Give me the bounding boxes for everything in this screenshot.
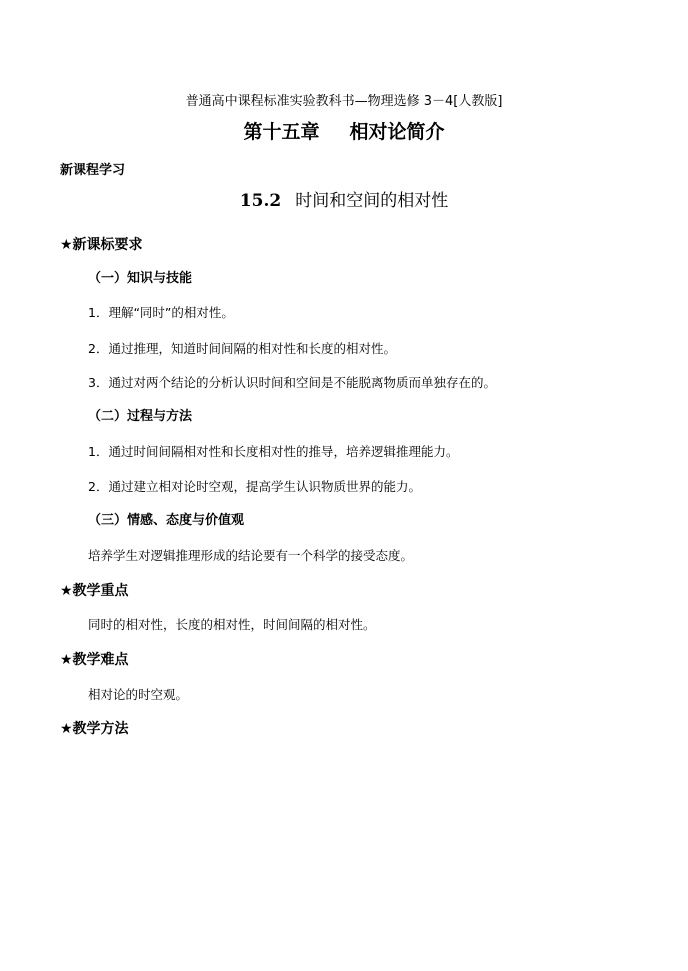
process-item: 1．通过时间间隔相对性和长度相对性的推导，培养逻辑推理能力。 (88, 444, 459, 459)
section-label: 新课程学习 (60, 163, 126, 178)
chapter-number: 第十五章 (243, 121, 320, 143)
knowledge-item: 2．通过推理，知道时间间隔的相对性和长度的相对性。 (88, 341, 396, 356)
textbook-header-note: 普通高中课程标准实验教科书—物理选修 3－4[人教版] (185, 94, 503, 109)
knowledge-heading: （一）知识与技能 (88, 271, 193, 286)
knowledge-item: 1．理解“同时”的相对性。 (88, 305, 234, 320)
chapter-name: 相对论简介 (349, 121, 445, 143)
standards-heading: ★新课标要求 (60, 237, 143, 253)
attitude-heading: （三）情感、态度与价值观 (88, 513, 245, 528)
process-item: 2．通过建立相对论时空观，提高学生认识物质世界的能力。 (88, 479, 421, 494)
chapter-title (0, 119, 688, 145)
difficulties-text: 相对论的时空观。 (88, 687, 189, 702)
knowledge-item: 3．通过对两个结论的分析认识时间和空间是不能脱离物质而单独存在的。 (88, 375, 496, 390)
lesson-number: 15.2 (239, 191, 282, 211)
methods-heading: ★教学方法 (60, 721, 129, 737)
key-points-text: 同时的相对性，长度的相对性，时间间隔的相对性。 (88, 617, 376, 632)
lesson-title (0, 189, 688, 213)
attitude-text: 培养学生对逻辑推理形成的结论要有一个科学的接受态度。 (88, 548, 414, 563)
process-heading: （二）过程与方法 (88, 409, 193, 424)
difficulties-heading: ★教学难点 (60, 652, 129, 668)
key-points-heading: ★教学重点 (60, 583, 129, 599)
lesson-name: 时间和空间的相对性 (295, 191, 449, 211)
